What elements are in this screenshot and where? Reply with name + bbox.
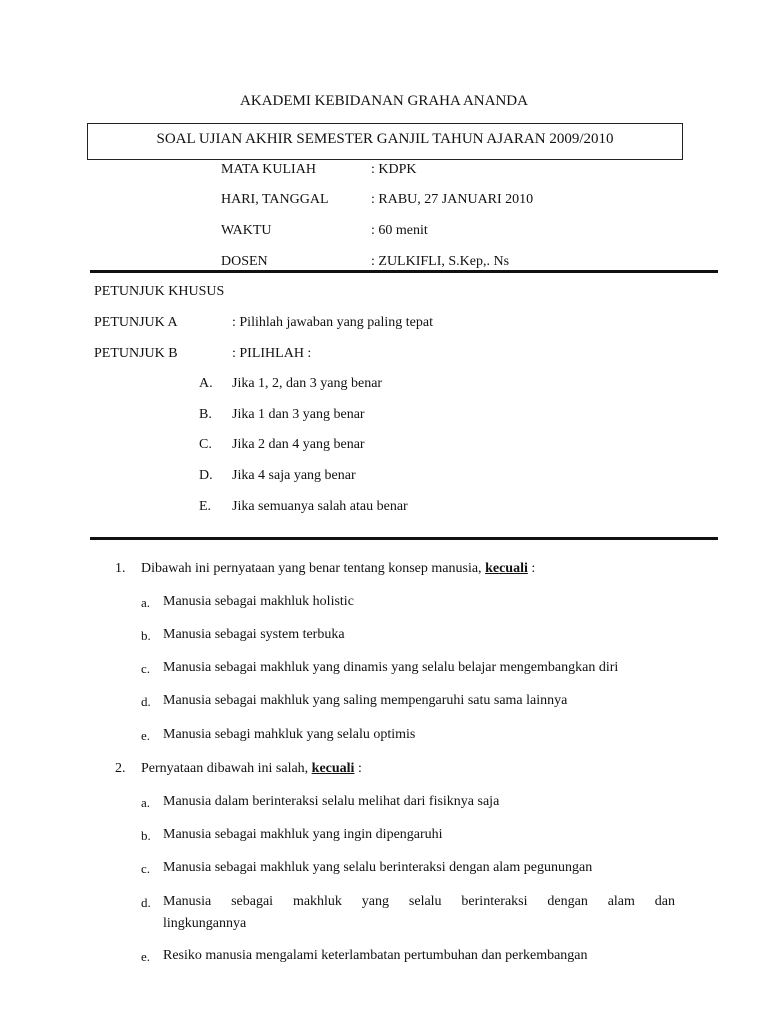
meta-label-course: MATA KULIAH <box>221 162 316 177</box>
question-number: 1. <box>115 561 126 576</box>
answer-letter: d. <box>141 895 151 910</box>
instruction-a-text: : Pilihlah jawaban yang paling tepat <box>232 315 434 330</box>
option-letter: D. <box>199 468 213 483</box>
answer-letter: e. <box>141 728 151 743</box>
answer-letter: b. <box>141 628 151 643</box>
institution-title: AKADEMI KEBIDANAN GRAHA ANANDA <box>240 93 528 109</box>
answer-text: Manusia sebagai makhluk yang dinamis yang selalu belajar mengembangkan diri <box>163 660 619 675</box>
option-letter: C. <box>199 437 212 452</box>
instruction-b-label: PETUNJUK B <box>94 346 178 361</box>
option-letter: E. <box>199 499 212 514</box>
answer-letter: a. <box>141 595 151 610</box>
header-divider <box>90 270 718 273</box>
option-text: Jika 4 saja yang benar <box>232 468 356 483</box>
meta-value-date: : RABU, 27 JANUARI 2010 <box>371 192 534 207</box>
answer-letter: b. <box>141 828 151 843</box>
answer-text: Manusia sebagai makhluk yang selalu berinteraksi dengan alam dan <box>163 894 675 909</box>
answer-letter: c. <box>141 661 151 676</box>
answer-letter: d. <box>141 694 151 709</box>
instruction-a-label: PETUNJUK A <box>94 315 178 330</box>
question-text: Dibawah ini pernyataan yang benar tentang konsep manusia, kecuali : <box>141 561 536 576</box>
instructions-divider <box>90 537 718 540</box>
answer-letter: c. <box>141 861 151 876</box>
option-text: Jika 1, 2, dan 3 yang benar <box>232 376 383 391</box>
meta-label-lecturer: DOSEN <box>221 254 268 269</box>
option-text: Jika 1 dan 3 yang benar <box>232 407 365 422</box>
answer-text: Manusia sebagai makhluk yang ingin dipengaruhi <box>163 827 443 842</box>
answer-text: Manusia sebagai makhluk yang saling mempengaruhi satu sama lainnya <box>163 693 568 708</box>
question-number: 2. <box>115 761 126 776</box>
answer-text: Manusia sebagai makhluk holistic <box>163 594 354 609</box>
answer-text: Manusia sebagai makhluk yang selalu berinteraksi dengan alam pegunungan <box>163 860 593 875</box>
answer-letter: e. <box>141 949 151 964</box>
question-keyword: kecuali <box>311 761 355 776</box>
meta-label-time: WAKTU <box>221 223 272 238</box>
answer-text: Manusia dalam berinteraksi selalu melihat dari fisiknya saja <box>163 794 500 809</box>
option-letter: B. <box>199 407 212 422</box>
exam-title-box <box>87 123 683 160</box>
answer-text: Manusia sebagai system terbuka <box>163 627 345 642</box>
instruction-b-text: : PILIHLAH : <box>232 346 312 361</box>
answer-text: Manusia sebagi mahkluk yang selalu optimis <box>163 727 416 742</box>
exam-title: SOAL UJIAN AKHIR SEMESTER GANJIL TAHUN AJARAN 2009/2010 <box>156 131 614 147</box>
answer-text: Resiko manusia mengalami keterlambatan pertumbuhan dan perkembangan <box>163 948 588 963</box>
option-text: Jika semuanya salah atau benar <box>232 499 408 514</box>
answer-text-continued: lingkungannya <box>163 916 247 931</box>
meta-value-time: : 60 menit <box>371 223 428 238</box>
meta-label-date: HARI, TANGGAL <box>221 192 329 207</box>
option-text: Jika 2 dan 4 yang benar <box>232 437 365 452</box>
question-text: Pernyataan dibawah ini salah, kecuali : <box>141 761 362 776</box>
meta-value-lecturer: : ZULKIFLI, S.Kep,. Ns <box>371 254 510 269</box>
answer-letter: a. <box>141 795 151 810</box>
instructions-heading: PETUNJUK KHUSUS <box>94 284 225 299</box>
meta-value-course: : KDPK <box>371 162 417 177</box>
option-letter: A. <box>199 376 213 391</box>
question-keyword: kecuali <box>485 561 528 576</box>
